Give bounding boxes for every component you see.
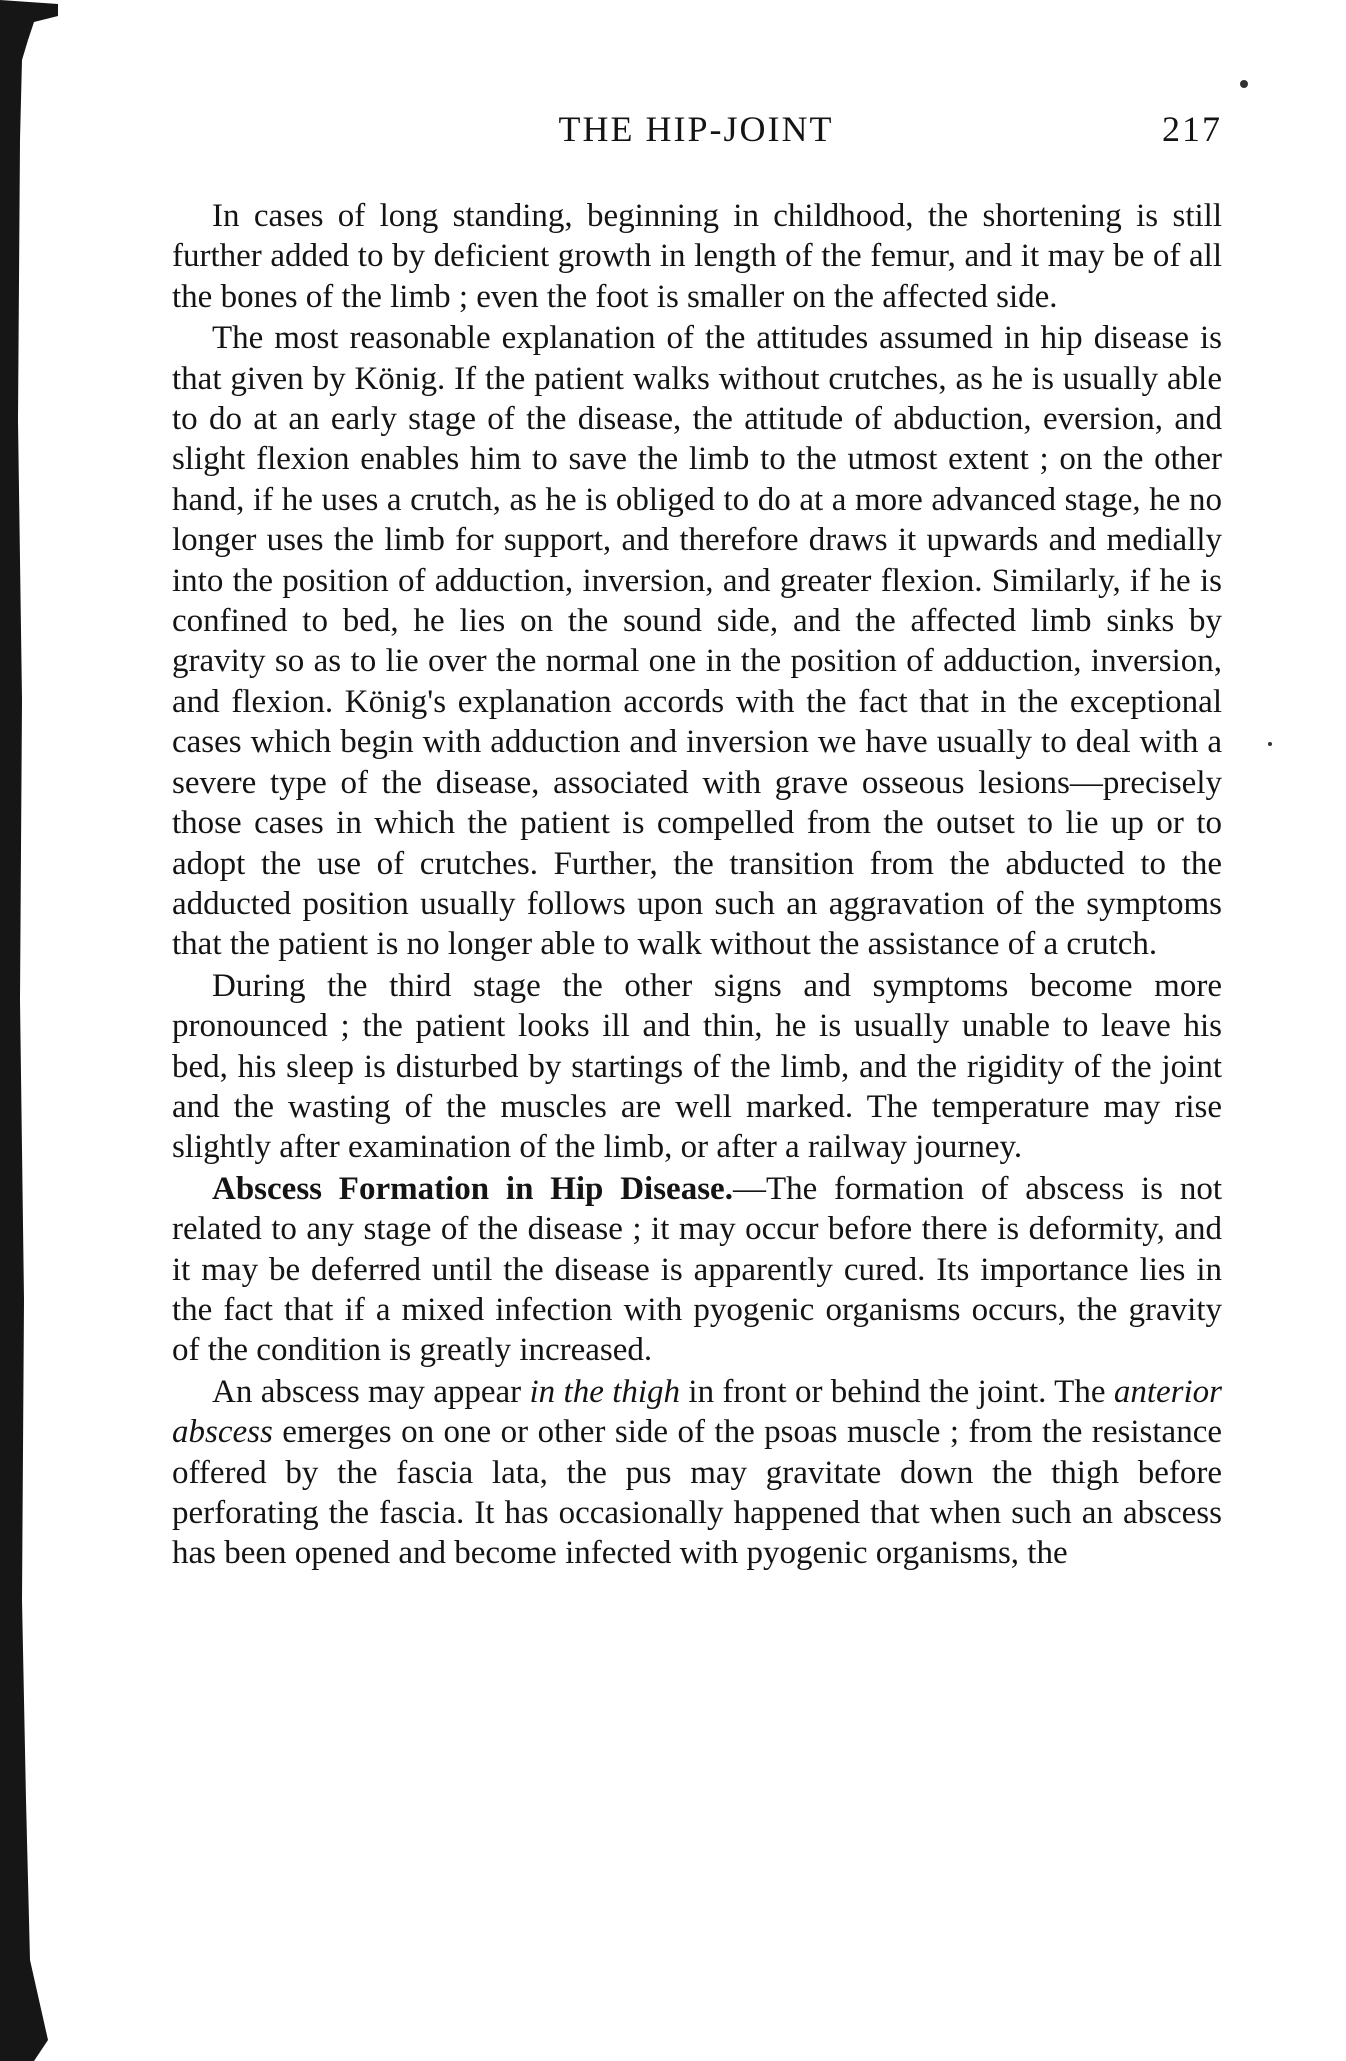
text-run: The most reasonable explanation of the attitudes assumed in hip disease is that given by König. If the patient walks without crutches, as he is usually able to do at an early stage of the disease, the attitude of abduction, eversion, and slight flexion enables him to save the limb to the utmost extent ; on the other hand, if he uses a crutch, as he is obliged to do at a more advanced stage, he no longer uses the limb for support, and therefore draws it upwards and medially into the position of adduction, inversion, and greater flexion. Similarly, if he is confined to bed, he lies on the sound side, and the affected limb sinks by gravity so as to lie over the normal one in the position of adduction, inversion, and flexion. König's explanation accords with the fact that in the exceptional cases which begin with adduction and inversion we have usually to deal with a severe type of the disease, associated with grave osseous lesions—precisely those cases in which the patient is compelled from the outset to lie up or to adopt the use of crutches. Further, the transition from the abducted to the adducted position usually follows upon such an aggravation of the symptoms that the patient is no longer able to walk without the assistance of a crutch. [172, 320, 1222, 963]
italic-phrase: anterior abscess [172, 1373, 1223, 1451]
running-title: THE HIP-JOINT [558, 109, 834, 149]
paragraph [172, 318, 1222, 965]
paragraph [172, 1372, 1222, 1574]
section-heading: Abscess Formation in Hip Disease. [212, 1170, 733, 1207]
paragraph [172, 1169, 1222, 1371]
text-run: —The formation of abscess is not related to any stage of the disease ; it may occur before there is deformity, and it may be deferred until the disease is apparently cured. Its importance lies in the fact that if a mixed infection with pyogenic organisms occurs, the gravity of the condition is greatly increased. [172, 1170, 1222, 1369]
page-speck [1268, 742, 1272, 746]
text-run: In cases of long standing, beginning in childhood, the shortening is still further added to by deficient growth in length of the femur, and it may be of all the bones of the limb ; even the foot is smaller on the affected side. [172, 198, 1222, 315]
body-text [172, 196, 1222, 1574]
paragraph [172, 966, 1222, 1168]
paragraph [172, 196, 1222, 317]
text-run: emerges on one or other side of the psoas muscle ; from the resistance offered by the fascia lata, the pus may gravitate down the thigh before perforating the fascia. It has occasionally happened that when such an abscess has been opened and become infected with pyogenic organisms, the [172, 1414, 1222, 1572]
running-header [170, 108, 1222, 158]
text-run: During the third stage the other signs and symptoms become more pronounced ; the patient looks ill and thin, he is usually unable to leave his bed, his sleep is disturbed by startings of the limb, and the rigidity of the joint and the wasting of the muscles are well marked. The temperature may rise slightly after examination of the limb, or after a railway journey. [172, 967, 1222, 1166]
page-binding-edge [0, 0, 60, 2061]
page-number: 217 [1162, 109, 1222, 149]
page-speck [1240, 80, 1248, 88]
text-run: in front or behind the joint. The [680, 1373, 1114, 1410]
italic-phrase: in the thigh [529, 1373, 681, 1410]
text-run: An abscess may appear [212, 1373, 530, 1410]
